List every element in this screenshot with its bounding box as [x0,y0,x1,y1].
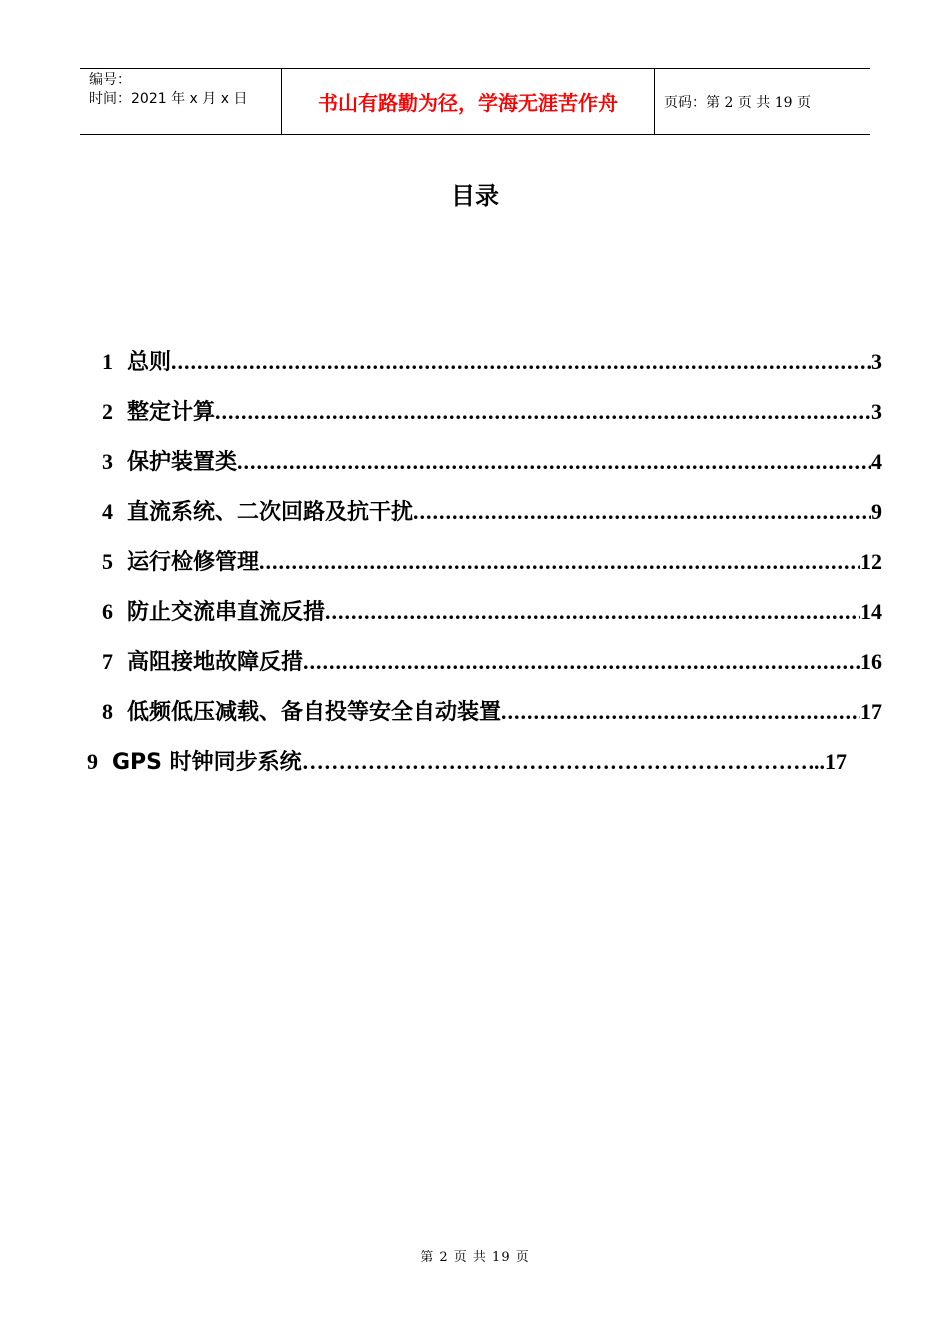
toc-entry-label: 直流系统、二次回路及抗干扰 [127,500,414,525]
toc-entry-page: 4 [871,449,882,474]
toc-entry-label: GPS 时钟同步系统 [112,750,302,775]
toc-entry-page: 12 [860,549,882,574]
header-motto: 书山有路勤为径，学海无涯苦作舟 [282,69,655,134]
toc-entry[interactable] [102,345,882,381]
page-footer: 第 2 页 共 19 页 [420,1250,530,1265]
toc-entry-label: 防止交流串直流反措 [127,600,326,625]
toc-entry-label: 整定计算 [127,400,216,425]
toc-leader-dots [302,749,814,775]
toc-entry-number: 7 [102,649,113,674]
toc-entry-label: 保护装置类 [127,450,238,475]
toc-entry[interactable] [102,645,882,681]
toc-entry-page: 17 [860,699,882,724]
toc-entry-label: 运行检修管理 [127,550,260,575]
toc-leader-dots [171,349,871,375]
toc-entry-page: 16 [860,649,882,674]
toc-entry[interactable] [102,595,882,631]
header-time-label: 时间：2021 年 x 月 x 日 [89,91,248,107]
toc-entry-page: 3 [871,399,882,424]
toc-entry-label: 低频低压减载、备自投等安全自动装置 [127,700,502,725]
toc-entry-number: 6 [102,599,113,624]
toc-leader-dots [237,449,871,475]
toc-leader-dots [501,699,860,725]
page-title: 目录 [451,182,499,210]
toc-entry-page: ..17 [814,749,847,774]
header-number-label: 编号： [89,72,131,88]
toc-entry[interactable] [102,445,882,481]
toc-entry[interactable] [102,495,882,531]
page-header [80,68,870,135]
toc-entry[interactable] [102,695,882,731]
toc-leader-dots [325,599,860,625]
toc-entry-number: 9 [87,749,98,774]
toc-entry-page: 9 [871,499,882,524]
toc-entry[interactable] [102,545,882,581]
toc-entry-number: 4 [102,499,113,524]
toc-entry-number: 2 [102,399,113,424]
header-page-info: 页码：第 2 页 共 19 页 [664,94,811,111]
toc-entry[interactable] [102,395,882,431]
toc-leader-dots [259,549,860,575]
toc-entry-number: 1 [102,349,113,374]
toc-entry-number: 3 [102,449,113,474]
toc-entry-page: 14 [860,599,882,624]
toc-entry-number: 5 [102,549,113,574]
toc-leader-dots [215,399,871,425]
toc-leader-dots [413,499,871,525]
toc-entry[interactable] [87,745,847,781]
toc-entry-label: 总则 [127,350,172,375]
toc-entry-label: 高阻接地故障反措 [127,650,304,675]
toc-entry-number: 8 [102,699,113,724]
toc-leader-dots [303,649,860,675]
toc-entry-page: 3 [871,349,882,374]
header-meta [80,69,282,134]
